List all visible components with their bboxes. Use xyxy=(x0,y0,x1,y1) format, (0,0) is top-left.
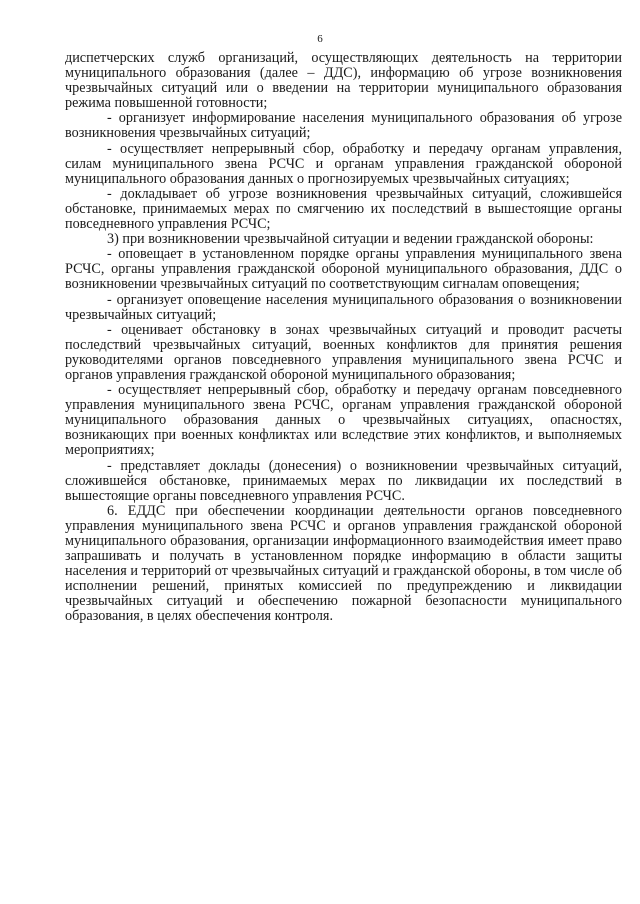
paragraph-3: - осуществляет непрерывный сбор, обработку и передачу органам управления, силам муниципального звена РСЧС и органам управления гражданской обороной муниципального образования данных о прогнозируемых чрезвычайных ситуациях; xyxy=(65,140,622,187)
paragraph-11: 6. ЕДДС при обеспечении координации деятельности органов повседневного управления муниципального звена РСЧС и органов управления гражданской обороной муниципального образования, организации информационного взаимодействия имеет право запрашивать и получать в установленном порядке информацию в области защиты населения и территорий от чрезвычайных ситуаций и гражданской обороны, в том числе об исполнении решений, принятых комиссией по предупреждению и ликвидации чрезвычайных ситуаций и обеспечению пожарной безопасности муниципального образования, в целях обеспечения контроля. xyxy=(65,502,622,625)
paragraph-5: 3) при возникновении чрезвычайной ситуации и ведении гражданской обороны: xyxy=(107,231,594,248)
document-body xyxy=(65,51,622,625)
paragraph-2: - организует информирование населения муниципального образования об угрозе возникновения чрезвычайных ситуаций; xyxy=(65,110,622,142)
page-number: 6 xyxy=(317,33,323,45)
paragraph-1: диспетчерских служб организаций, осуществляющих деятельность на территории муниципального образования (далее – ДДС), информацию об угрозе возникновения чрезвычайных ситуаций или о введении на территории муниципального образования режима повышенной готовности; xyxy=(65,50,622,112)
paragraph-6: - оповещает в установленном порядке органы управления муниципального звена РСЧС, органы управления гражданской обороной муниципального образования, ДДС о возникновении чрезвычайных ситуаций по соответствующим сигналам оповещения; xyxy=(65,246,622,293)
paragraph-10: - представляет доклады (донесения) о возникновении чрезвычайных ситуаций, сложившейся обстановке, принимаемых мерах по ликвидации их последствий в вышестоящие органы повседневного управления РСЧС. xyxy=(65,457,622,504)
paragraph-8: - оценивает обстановку в зонах чрезвычайных ситуаций и проводит расчеты последствий чрезвычайных ситуаций, военных конфликтов для принятия решения руководителями органов повседневного управления муниципального звена РСЧС и органов управления гражданской обороной муниципального образования; xyxy=(65,321,622,383)
paragraph-7: - организует оповещение населения муниципального образования о возникновении чрезвычайных ситуаций; xyxy=(65,291,622,323)
paragraph-4: - докладывает об угрозе возникновения чрезвычайных ситуаций, сложившейся обстановке, принимаемых мерах по смягчению их последствий в вышестоящие органы повседневного управления РСЧС; xyxy=(65,185,622,233)
paragraph-9: - осуществляет непрерывный сбор, обработку и передачу органам повседневного управления муниципального звена РСЧС, органам управления гражданской обороной муниципального образования данных о чрезвычайных ситуациях, опасностях, возникающих при военных конфликтах или вследствие этих конфликтов, и выполняемых мероприятиях; xyxy=(65,382,622,459)
